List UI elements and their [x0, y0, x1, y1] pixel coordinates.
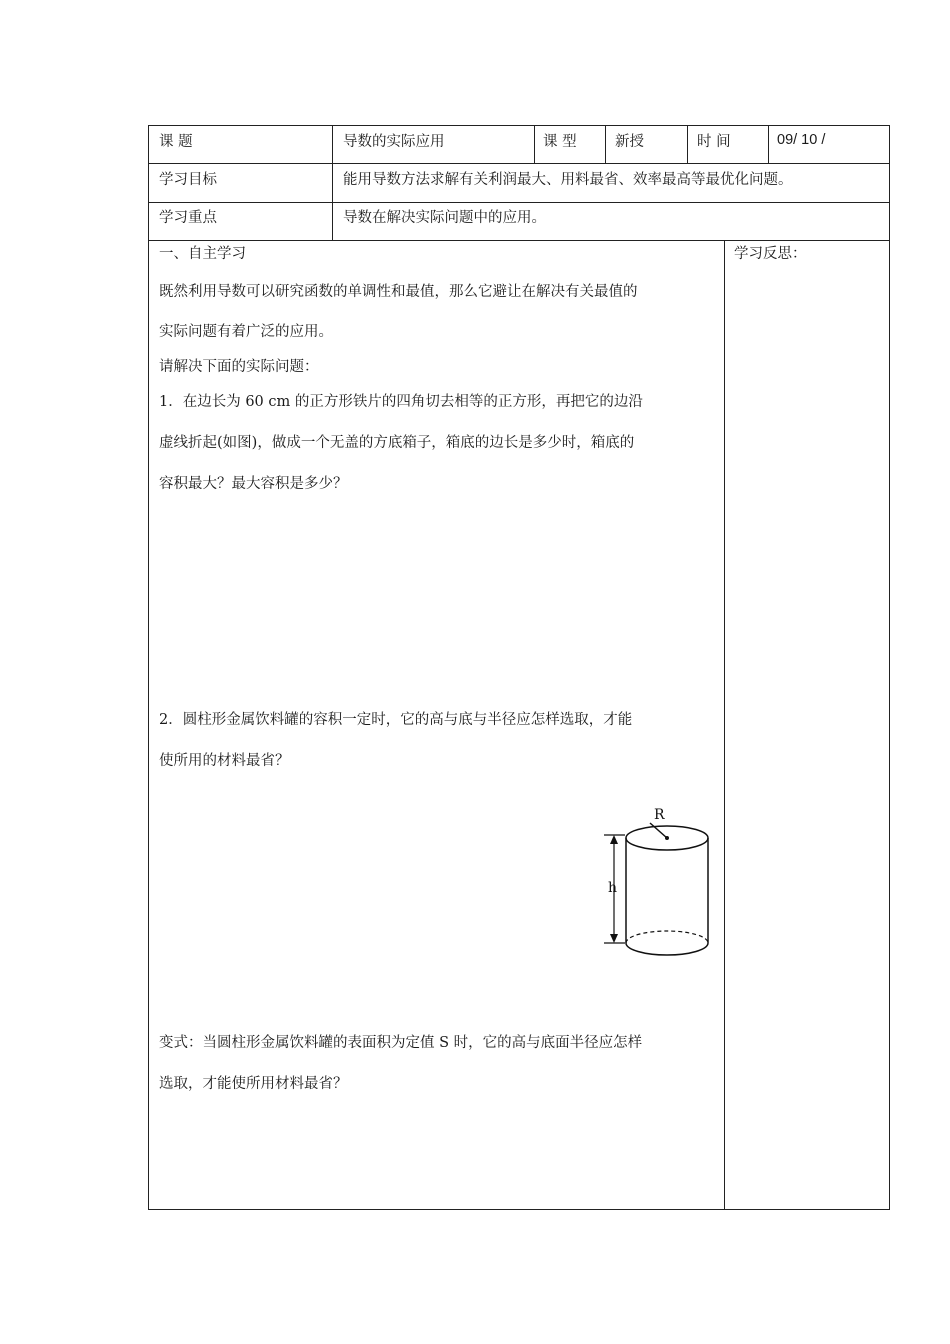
col-divider [768, 126, 769, 163]
center-point [665, 836, 669, 840]
goal-label: 学习目标 [159, 172, 217, 188]
topic-label: 课 题 [159, 134, 193, 150]
row-divider [149, 202, 889, 203]
time-label: 时 间 [697, 134, 731, 150]
question-2-line: 使所用的材料最省？ [159, 753, 290, 769]
col-divider [724, 240, 725, 1210]
radius-label: R [654, 807, 665, 823]
col-divider [605, 126, 606, 163]
question-1-line: 容积最大？最大容积是多少？ [159, 476, 348, 492]
intro-line: 实际问题有着广泛的应用。 [159, 324, 333, 340]
focus-value: 导数在解决实际问题中的应用。 [343, 210, 546, 226]
row-divider [149, 240, 889, 241]
section-title: 一、自主学习 [159, 246, 246, 262]
col-divider [687, 126, 688, 163]
intro-line: 既然利用导数可以研究函数的单调性和最值，那么它避让在解决有关最值的 [159, 284, 638, 300]
prompt-text: 请解决下面的实际问题： [159, 359, 319, 375]
reflection-label: 学习反思： [734, 246, 807, 262]
cylinder-figure [598, 800, 728, 970]
col-divider [332, 126, 333, 240]
col-divider [534, 126, 535, 163]
topic-value: 导数的实际应用 [343, 134, 445, 150]
variant-line: 选取，才能使所用材料最省？ [159, 1076, 348, 1092]
variant-line: 变式：当圆柱形金属饮料罐的表面积为定值 S 时，它的高与底面半径应怎样 [159, 1035, 643, 1051]
time-value: 09/ 10 / [777, 132, 826, 148]
type-label: 课 型 [543, 134, 577, 150]
row-divider [149, 163, 889, 164]
type-value: 新授 [615, 134, 644, 150]
question-2-line: 2．圆柱形金属饮料罐的容积一定时，它的高与底与半径应怎样选取，才能 [159, 712, 633, 728]
height-label: h [608, 880, 618, 896]
goal-value: 能用导数方法求解有关利润最大、用料最省、效率最高等最优化问题。 [343, 172, 793, 188]
question-1-line: 1．在边长为 60 cm 的正方形铁片的四角切去相等的正方形，再把它的边沿 [159, 394, 643, 410]
question-1-line: 虚线折起(如图)，做成一个无盖的方底箱子，箱底的边长是多少时，箱底的 [159, 435, 635, 451]
focus-label: 学习重点 [159, 210, 217, 226]
lesson-table [148, 125, 890, 1210]
